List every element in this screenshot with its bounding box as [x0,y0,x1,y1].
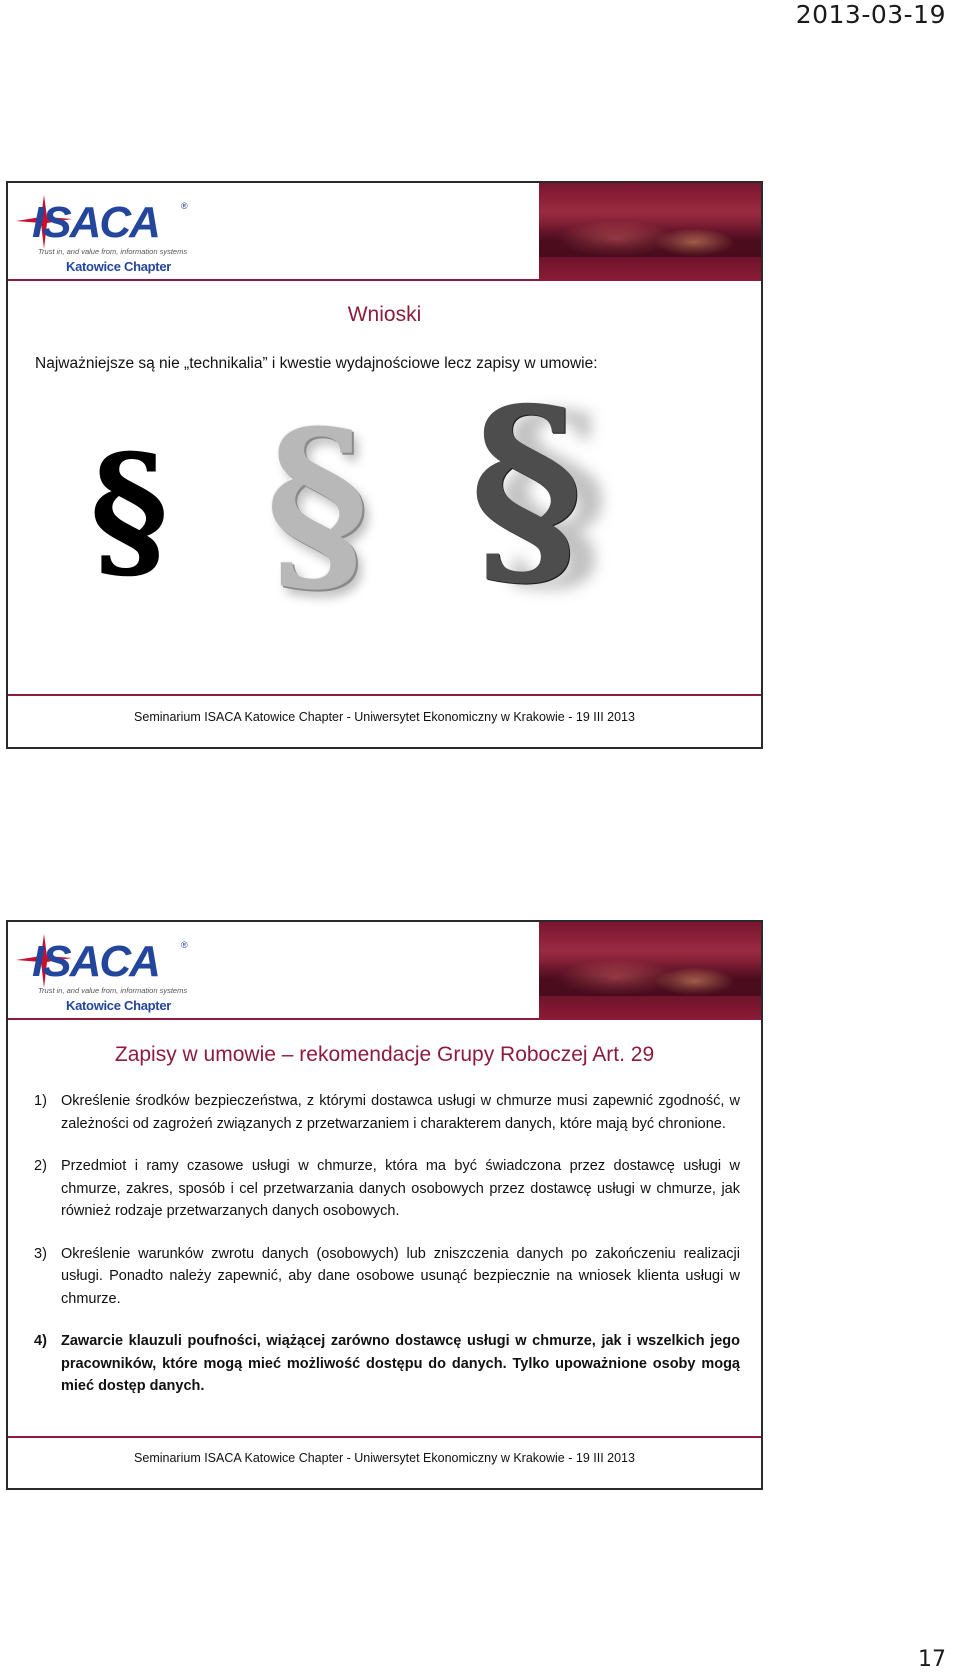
footer-rule [8,694,761,696]
list-item-text: Określenie środków bezpieczeństwa, z którymi dostawca usługi w chmurze musi zapewnić zgodność, w zależności od zagrożeń związanych z przetwarzaniem i charakterem danych, które mają być chronione. [61,1093,740,1132]
list-item-number: 4) [34,1333,47,1349]
page-date: 2013-03-19 [795,0,946,29]
list-item [34,1090,740,1135]
registered-mark: ® [181,201,188,211]
slide-footer: Seminarium ISACA Katowice Chapter - Uniwersytet Ekonomiczny w Krakowie - 19 III 2013 [134,710,635,724]
list-item-number: 1) [34,1093,47,1109]
logo-chapter: Katowice Chapter [66,998,172,1013]
logo-chapter: Katowice Chapter [66,259,172,274]
slide-title: Zapisy w umowie – rekomendacje Grupy Roboczej Art. 29 [114,1043,655,1066]
logo-wordmark: ISACA [32,937,159,986]
paragraph-sign-dark: § [470,360,583,614]
list-item-text: Zawarcie klauzuli poufności, wiążącej zarówno dostawcę usługi w chmurze, jak i wszelkich jego pracowników, które mogą mieć możliwość dostępu do danych. Tylko upoważnione osoby mogą mieć dostęp danych. [61,1333,740,1394]
list-item-number: 2) [34,1158,47,1174]
list-item-number: 3) [34,1245,47,1262]
isaca-logo [14,932,194,1018]
logo-tagline: Trust in, and value from, information systems [38,247,188,256]
registered-mark: ® [181,940,188,950]
list-item-text: Przedmiot i ramy czasowe usługi w chmurze, która ma być świadczona przez dostawcę usługi w chmurze, zakres, sposób i cel przetwarzania danych osobowych przez dostawcę usługi w chmurze, jak również rodzaje przetwarzanych danych osobowych. [61,1158,740,1219]
list-item [34,1330,740,1398]
slide-footer: Seminarium ISACA Katowice Chapter - Uniwersytet Ekonomiczny w Krakowie - 19 III 2013 [134,1451,635,1465]
paragraph-sign-black: § [90,422,169,598]
logo-wordmark: ISACA [32,198,159,247]
header-photo [539,922,761,1018]
list-item [34,1155,740,1223]
slide-intro: Najważniejsze są nie „technikalia” i kwestie wydajnościowe lecz zapisy w umowie: [35,355,598,372]
list-item [34,1243,740,1311]
header-rule [8,1018,761,1020]
paragraph-sign-silver: § [266,388,369,618]
isaca-logo [14,193,194,279]
slide-header [8,922,761,1022]
footer-rule [8,1436,761,1438]
header-rule [8,279,761,281]
slide-zapisy-w-umowie [6,920,763,1490]
page-number: 17 [918,1647,946,1672]
logo-tagline: Trust in, and value from, information systems [38,986,188,995]
slide-title: Wnioski [347,303,422,326]
header-photo [539,183,761,279]
slide-header [8,183,761,283]
slide-wnioski [6,181,763,749]
list-item-text: Określenie warunków zwrotu danych (osobowych) lub zniszczenia danych po zakończeniu realizacji usługi. Ponadto należy zapewnić, aby dane osobowe usunąć bezpiecznie na wniosek klienta usługi w chmurze. [61,1245,740,1307]
recommendation-list [34,1090,740,1418]
